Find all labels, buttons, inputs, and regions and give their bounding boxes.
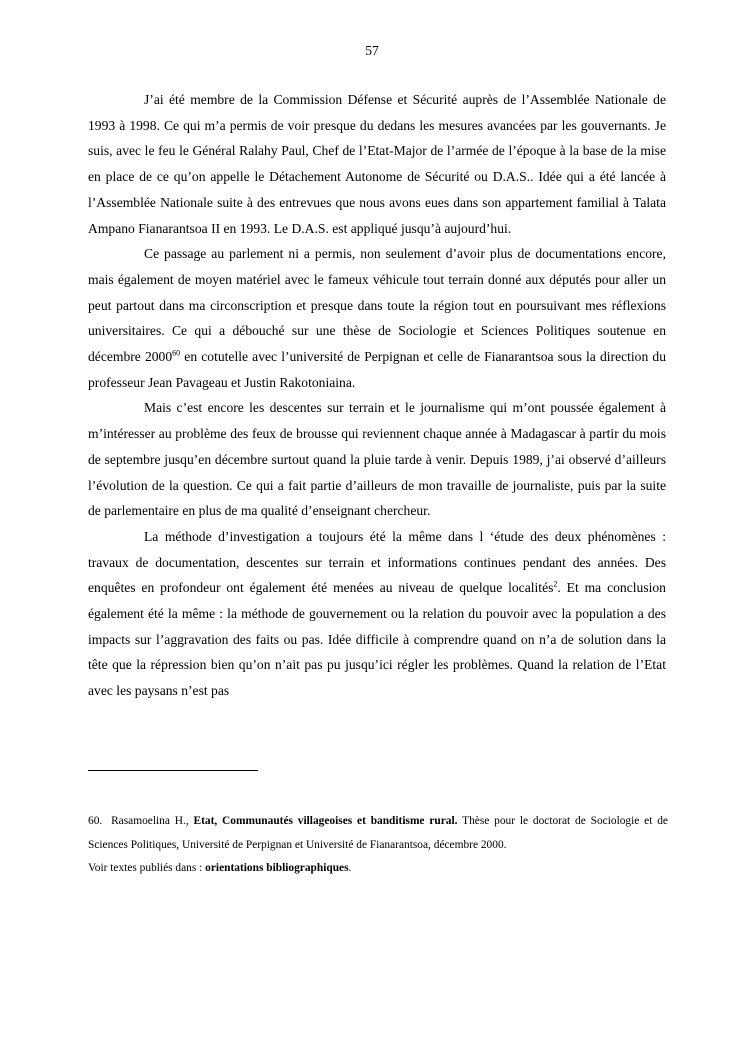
- see-also-suffix: .: [348, 862, 352, 874]
- footnote-details: Thèse pour le doctorat de Sociologie et de Sciences Politiques, Université de Perpignan et Université de Fianarantsoa, décembre 2000.: [88, 815, 668, 851]
- body-text: [88, 87, 666, 704]
- see-also-prefix: Voir textes publiés dans :: [88, 862, 206, 874]
- paragraph-text: . Et ma conclusion également été la même : la méthode de gouvernement ou la relation du pouvoir avec la population a des impacts sur l’aggravation des faits ou pas. Idée difficile à comprendre quand on n’a de solution dans la tête que la répression bien qu’on n’ait pas pu jusqu’ici régler les problèmes. Quand la relation de l’Etat avec les paysans n’est pas: [88, 580, 666, 699]
- footnote-60: [88, 810, 668, 857]
- footnote-see-also: [88, 857, 668, 881]
- paragraph-text: J’ai été membre de la Commission Défense et Sécurité auprès de l’Assemblée Nationale de 1993 à 1998. Ce qui m’a permis de voir presque du dedans les mesures avancées par les gouvernants. Je suis, avec le feu le Général Ralahy Paul, Chef de l’Etat-Major de l’armée de l’époque à la base de la mise en place de ce qu’on appelle le Détachement Autonome de Sécurité ou D.A.S.. Idée qui a été lancée à l’Assemblée Nationale suite à des entrevues que nous avons eues dans son appartement familial à Talata Ampano Fianarantsoa II en 1993. Le D.A.S. est appliqué jusqu’à aujourd’hui.: [88, 92, 666, 236]
- paragraph-text: en cotutelle avec l’université de Perpignan et celle de Fianarantsoa sous la direction du professeur Jean Pavageau et Justin Rakotoniaina.: [88, 349, 667, 390]
- paragraph-4: [88, 524, 666, 704]
- footnote-separator: [88, 770, 258, 771]
- see-also-link[interactable]: orientations bibliographiques: [205, 862, 349, 874]
- page-number: 57: [365, 43, 379, 58]
- footnotes: [88, 810, 668, 881]
- paragraph-3: [88, 395, 666, 524]
- paragraph-2: [88, 241, 666, 395]
- footnote-ref-60[interactable]: 60: [172, 348, 181, 358]
- paragraph-text: Ce passage au parlement ni a permis, non seulement d’avoir plus de documentations encore, mais également de moyen matériel avec le fameux véhicule tout terrain donné aux députés pour aller un peut partout dans ma circonscription et presque dans toute la région tout en poursuivant mes réflexions universitaires. Ce qui a débouché sur une thèse de Sociologie et Sciences Politiques soutenue en décembre 2000: [88, 246, 666, 365]
- footnote-title: Etat, Communautés villageoises et banditisme rural.: [193, 815, 458, 827]
- paragraph-1: [88, 87, 666, 241]
- footnote-ref-2[interactable]: 2: [553, 579, 558, 589]
- footnote-author: Rasamoelina H.,: [106, 815, 194, 827]
- paragraph-text: La méthode d’investigation a toujours été la même dans l ‘étude des deux phénomènes : travaux de documentation, descentes sur terrain et informations continues pendant des années. Des enquêtes en profondeur ont également été menées au niveau de quelque localités: [88, 528, 666, 596]
- paragraph-text: Mais c’est encore les descentes sur terrain et le journalisme qui m’ont poussée également à m’intéresser au problème des feux de brousse qui reviennent chaque année à Madagascar à partir du mois de septembre jusqu’en décembre surtout quand la pluie tarde à venir. Depuis 1989, j’ai observé d’ailleurs l’évolution de la question. Ce qui a fait partie d’ailleurs de mon travaille de journaliste, puis par la suite de parlementaire en plus de ma qualité d’enseignant chercheur.: [88, 400, 666, 519]
- footnote-label: 60.: [88, 815, 103, 827]
